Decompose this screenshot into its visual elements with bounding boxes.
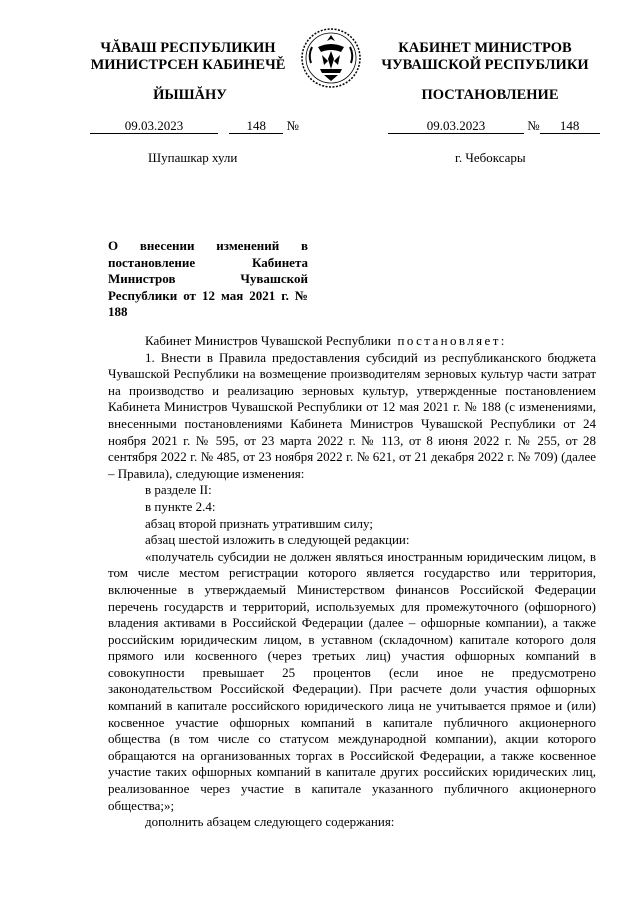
number-right: 148 [540,119,600,134]
intro-spaced: постановляет: [397,333,507,348]
document-title: О внесении изменений в постановление Кабинета Министров Чувашской Республики от 12 мая 2021 г. № 188 [108,238,308,319]
body-paragraph: в пункте 2.4: [145,498,216,514]
doc-type-right: ПОСТАНОВЛЕНИЕ [421,87,559,103]
number-sign-left: № [286,118,299,133]
body-paragraph: абзац шестой изложить в следующей редакции: [145,532,410,548]
doc-type-left: ЙЫШĂНУ [153,87,227,103]
body-paragraph: «получатель субсидии не должен являться иностранным юридическим лицом, в том числе местом регистрации которого является государство или территория, включенные в утверждаемый Министерством финансов Российской Федерации перечень государств и территорий, используемых для промежуточного (офшорного) владения активами в Российской Федерации (далее – офшорные компании), а также российским юридическим лицом, в уставном (складочном) капитале которого доля прямого или косвенного (через третьих лиц) участия офшорных компаний в совокупности превышает 25 процентов (если иное не предусмотрено законодательством Российской Федерации). При расчете доли участия офшорных компаний в капитале российского юридического лица не учитывается прямое и (или) косвенное участие офшорных компаний в капитале публичного акционерного общества (в том числе со статусом международной компании), акции которого обращаются на организованных торгах в Российской Федерации, а также косвенное участие таких офшорных компаний в капитале других российских юридических лиц, реализованное через участие в капитале указанного публичного акционерного общества;»; [108,548,596,813]
date-right: 09.03.2023 [388,119,524,134]
place-left: Шупашкар хули [148,150,238,165]
date-number-right [388,118,600,134]
number-sign-right: № [527,118,540,133]
header-left [88,40,288,74]
body-paragraph: дополнить абзацем следующего содержания: [145,814,395,830]
place-right: г. Чебоксары [455,150,526,165]
date-number-left [90,118,299,134]
number-left: 148 [229,119,283,134]
header-right-line1: КАБИНЕТ МИНИСТРОВ [398,40,572,56]
chuvashia-coat-of-arms-icon [300,25,362,91]
body-paragraph: абзац второй признать утратившим силу; [145,515,373,531]
date-left: 09.03.2023 [90,119,218,134]
header-left-line2: МИНИСТРСЕН КАБИНЕЧĚ [90,57,286,73]
header-right [370,40,600,74]
intro-paragraph [108,333,596,350]
header-left-line1: ЧĂВАШ РЕСПУБЛИКИН [100,40,276,56]
intro-prefix: Кабинет Министров Чувашской Республики [145,333,391,348]
header-right-line2: ЧУВАШСКОЙ РЕСПУБЛИКИ [381,57,589,73]
body-paragraph: в разделе II: [145,482,212,498]
body-paragraph: 1. Внести в Правила предоставления субсидий из республиканского бюджета Чувашской Республики на возмещение производителям зерновых культур части затрат на производство и реализацию зерновых культур, утвержденные постановлением Кабинета Министров Чувашской Республики от 12 мая 2021 г. № 188 (с изменениями, внесенными постановлениями Кабинета Министров Чувашской Республики от 24 ноября 2021 г. № 595, от 23 марта 2022 г. № 113, от 8 июня 2022 г. № 255, от 28 сентября 2022 г. № 485, от 23 ноября 2022 г. № 621, от 21 декабря 2022 г. № 709) (далее – Правила), следующие изменения: [108,349,596,481]
document-body [108,333,596,831]
